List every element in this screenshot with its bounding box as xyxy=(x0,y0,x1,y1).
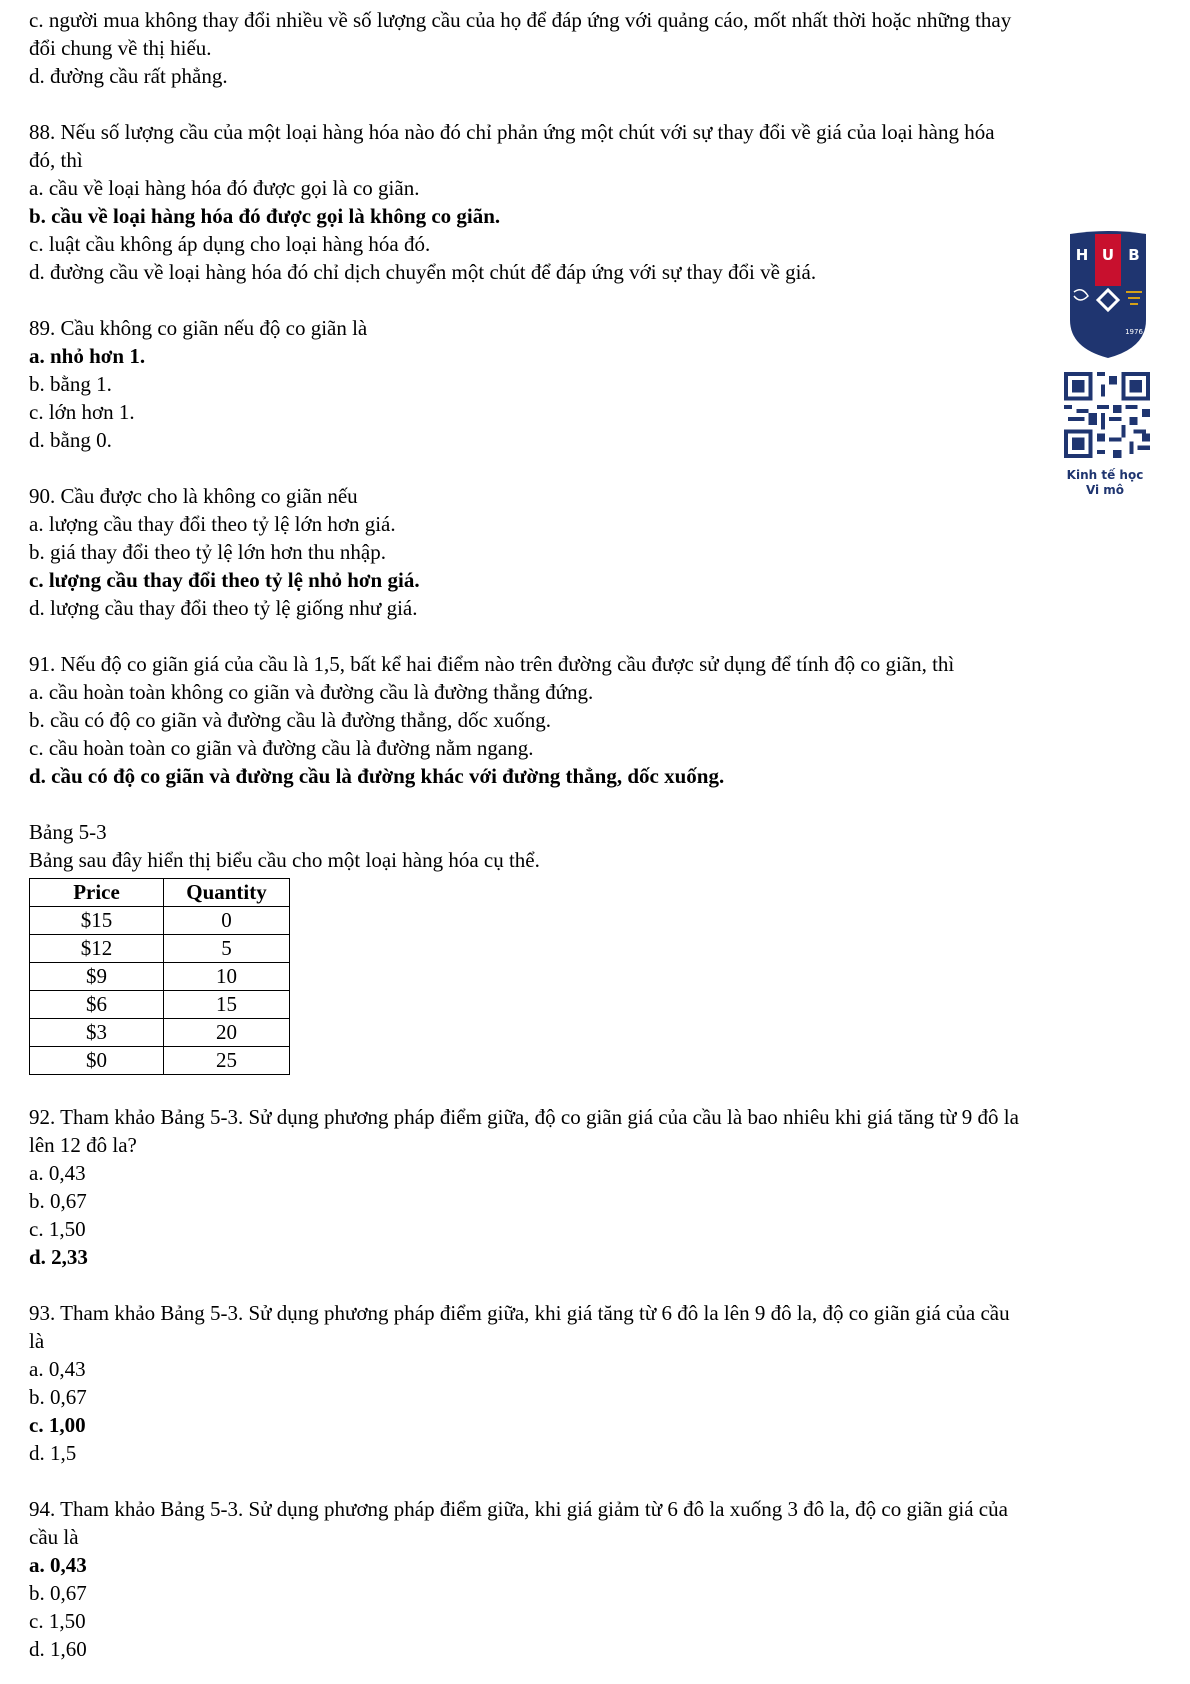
q94-option-a-answer: a. 0,43 xyxy=(29,1553,87,1577)
price-cell: $12 xyxy=(30,935,164,963)
qr-code-icon xyxy=(1064,372,1150,458)
q88-option-d: d. đường cầu về loại hàng hóa đó chỉ dịch chuyển một chút để đáp ứng với sự thay đổi về giá. xyxy=(29,260,817,284)
table-row xyxy=(30,907,290,935)
q89-option-a-answer: a. nhỏ hơn 1. xyxy=(29,344,146,368)
q90-option-c-answer: c. lượng cầu thay đổi theo tỷ lệ nhỏ hơn giá. xyxy=(29,568,420,592)
q91-option-b: b. cầu có độ co giãn và đường cầu là đường thẳng, dốc xuống. xyxy=(29,708,552,732)
price-cell: $15 xyxy=(30,907,164,935)
fragment-option-d: d. đường cầu rất phẳng. xyxy=(29,64,228,88)
quantity-cell: 0 xyxy=(164,907,290,935)
q93-option-b: b. 0,67 xyxy=(29,1385,87,1409)
fragment-option-c-line1: c. người mua không thay đổi nhiều về số lượng cầu của họ để đáp ứng với quảng cáo, mốt nhất thời hoặc những thay xyxy=(29,8,1012,32)
q93-text-line1: 93. Tham khảo Bảng 5-3. Sử dụng phương pháp điểm giữa, khi giá tăng từ 6 đô la lên 9 đô la, độ co giãn giá của cầu xyxy=(29,1301,1010,1325)
q90-option-d: d. lượng cầu thay đổi theo tỷ lệ giống như giá. xyxy=(29,596,418,620)
table-title: Bảng 5-3 xyxy=(29,820,107,844)
q94-option-c: c. 1,50 xyxy=(29,1609,86,1633)
header-price: Price xyxy=(30,879,164,907)
q93-option-d: d. 1,5 xyxy=(29,1441,77,1465)
table-row xyxy=(30,991,290,1019)
q88-option-a: a. cầu về loại hàng hóa đó được gọi là co giãn. xyxy=(29,176,420,200)
q90-option-a: a. lượng cầu thay đổi theo tỷ lệ lớn hơn giá. xyxy=(29,512,396,536)
quantity-cell: 15 xyxy=(164,991,290,1019)
q94-text-line1: 94. Tham khảo Bảng 5-3. Sử dụng phương pháp điểm giữa, khi giá giảm từ 6 đô la xuống 3 đô la, độ co giãn giá của xyxy=(29,1497,1008,1521)
q91-text: 91. Nếu độ co giãn giá của cầu là 1,5, bất kể hai điểm nào trên đường cầu được sử dụng để tính độ co giãn, thì xyxy=(29,652,955,676)
logo-caption-line2: Vi mô xyxy=(1085,483,1125,497)
table-header-row xyxy=(30,879,290,907)
table-row xyxy=(30,1047,290,1075)
q94-option-b: b. 0,67 xyxy=(29,1581,87,1605)
q91-option-d-answer: d. cầu có độ co giãn và đường cầu là đường khác với đường thẳng, dốc xuống. xyxy=(29,764,725,788)
quantity-cell: 5 xyxy=(164,935,290,963)
hub-logo xyxy=(1050,230,1160,510)
q89-option-c: c. lớn hơn 1. xyxy=(29,400,135,424)
price-cell: $9 xyxy=(30,963,164,991)
q88-text-line2: đó, thì xyxy=(29,148,83,172)
q88-option-b-answer: b. cầu về loại hàng hóa đó được gọi là không co giãn. xyxy=(29,204,501,228)
q92-option-c: c. 1,50 xyxy=(29,1217,86,1241)
logo-caption xyxy=(1050,468,1160,498)
table-row xyxy=(30,935,290,963)
header-quantity: Quantity xyxy=(164,879,290,907)
price-cell: $0 xyxy=(30,1047,164,1075)
q89-option-b: b. bằng 1. xyxy=(29,372,112,396)
quantity-cell: 10 xyxy=(164,963,290,991)
q94-text-line2: cầu là xyxy=(29,1525,79,1549)
table-row xyxy=(30,963,290,991)
hub-shield-logo xyxy=(1068,230,1148,360)
q92-option-d-answer: d. 2,33 xyxy=(29,1245,88,1269)
q92-text-line1: 92. Tham khảo Bảng 5-3. Sử dụng phương pháp điểm giữa, độ co giãn giá của cầu là bao nhiêu khi giá tăng từ 9 đô la xyxy=(29,1105,1019,1129)
logo-caption-line1: Kinh tế học xyxy=(1066,468,1144,482)
q90-text: 90. Cầu được cho là không co giãn nếu xyxy=(29,484,358,508)
logo-year: 1976 xyxy=(1125,328,1143,336)
logo-letter-b: B xyxy=(1128,246,1140,264)
q89-option-d: d. bằng 0. xyxy=(29,428,112,452)
logo-letter-h: H xyxy=(1075,246,1089,264)
table-row xyxy=(30,1019,290,1047)
fragment-option-c-line2: đổi chung về thị hiếu. xyxy=(29,36,212,60)
q91-option-c: c. cầu hoàn toàn co giãn và đường cầu là đường nằm ngang. xyxy=(29,736,534,760)
q90-option-b: b. giá thay đổi theo tỷ lệ lớn hơn thu nhập. xyxy=(29,540,386,564)
q88-option-c: c. luật cầu không áp dụng cho loại hàng hóa đó. xyxy=(29,232,431,256)
demand-schedule-table xyxy=(29,878,290,1075)
q93-option-a: a. 0,43 xyxy=(29,1357,86,1381)
q93-text-line2: là xyxy=(29,1329,45,1353)
q91-option-a: a. cầu hoàn toàn không co giãn và đường cầu là đường thẳng đứng. xyxy=(29,680,594,704)
table-caption: Bảng sau đây hiển thị biểu cầu cho một loại hàng hóa cụ thể. xyxy=(29,848,540,872)
quantity-cell: 20 xyxy=(164,1019,290,1047)
price-cell: $3 xyxy=(30,1019,164,1047)
q92-text-line2: lên 12 đô la? xyxy=(29,1133,137,1157)
q92-option-b: b. 0,67 xyxy=(29,1189,87,1213)
q92-option-a: a. 0,43 xyxy=(29,1161,86,1185)
q93-option-c-answer: c. 1,00 xyxy=(29,1413,86,1437)
q88-text-line1: 88. Nếu số lượng cầu của một loại hàng hóa nào đó chỉ phản ứng một chút với sự thay đổi về giá của loại hàng hóa xyxy=(29,120,995,144)
q94-option-d: d. 1,60 xyxy=(29,1637,87,1661)
q89-text: 89. Cầu không co giãn nếu độ co giãn là xyxy=(29,316,368,340)
price-cell: $6 xyxy=(30,991,164,1019)
logo-letter-u: U xyxy=(1101,246,1115,264)
document-page xyxy=(29,0,1169,1663)
quantity-cell: 25 xyxy=(164,1047,290,1075)
